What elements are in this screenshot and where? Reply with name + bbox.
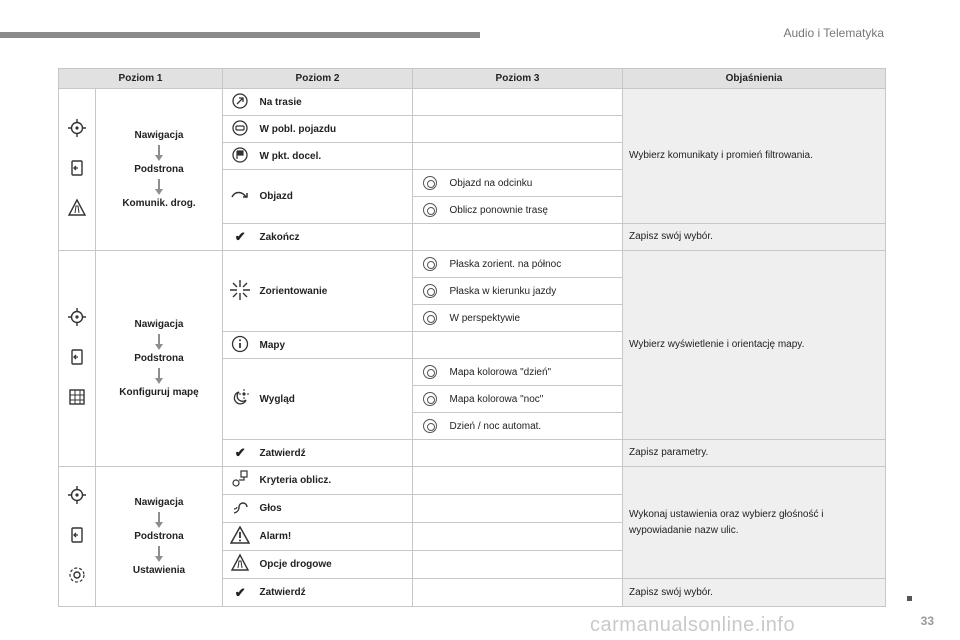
- radio-icon: [423, 203, 437, 217]
- level2-icon-cell: [223, 143, 258, 170]
- nav-label: Podstrona: [134, 530, 184, 542]
- level2-icon-cell: [223, 495, 258, 523]
- arrow-down-icon: [155, 368, 163, 384]
- explanation-main: Wykonaj ustawienia oraz wybierz głośność i wypowiadanie nazw ulic.: [623, 467, 886, 579]
- level1-icons: [59, 89, 96, 251]
- detour-icon: [230, 188, 250, 205]
- level2-label: Wygląd: [258, 359, 413, 440]
- level3-empty: [413, 440, 623, 467]
- level3-empty: [413, 143, 623, 170]
- check-icon: ✔: [234, 229, 246, 244]
- level3-radio-cell: [413, 278, 448, 305]
- header-level3: Poziom 3: [413, 69, 623, 89]
- level2-label: Alarm!: [258, 523, 413, 551]
- level2-icon-cell: [223, 551, 258, 579]
- page-header-title: Audio i Telematyka: [783, 26, 884, 40]
- header-explanations: Objaśnienia: [623, 69, 886, 89]
- road-warning-icon: [67, 198, 87, 221]
- explanation-main: Wybierz wyświetlenie i orientację mapy.: [623, 251, 886, 440]
- radio-icon: [423, 311, 437, 325]
- watermark: carmanualsonline.info: [590, 614, 796, 636]
- level3-empty: [413, 116, 623, 143]
- level3-radio-cell: [413, 197, 448, 224]
- check-icon: ✔: [234, 584, 246, 600]
- level3-empty: [413, 551, 623, 579]
- explanation-main: Wybierz komunikaty i promień filtrowania.: [623, 89, 886, 224]
- level3-label: Dzień / noc automat.: [448, 413, 623, 440]
- radio-icon: [423, 284, 437, 298]
- level3-label: Płaska w kierunku jazdy: [448, 278, 623, 305]
- settings-icon: [67, 565, 87, 588]
- level3-empty: [413, 89, 623, 116]
- top-decor-bar: [0, 32, 480, 38]
- table-row: [59, 251, 886, 278]
- level2-label: Na trasie: [258, 89, 413, 116]
- back-page-icon: [68, 526, 86, 547]
- level2-label: Opcje drogowe: [258, 551, 413, 579]
- navigation-icon: [67, 485, 87, 508]
- nav-label: Nawigacja: [134, 318, 184, 330]
- level2-icon-cell: [223, 332, 258, 359]
- level2-icon-cell: [223, 579, 258, 607]
- level3-radio-cell: [413, 305, 448, 332]
- explanation-last: Zapisz swój wybór.: [623, 224, 886, 251]
- level2-icon-cell: [223, 170, 258, 224]
- header-level1: Poziom 1: [59, 69, 223, 89]
- arrow-down-icon: [155, 179, 163, 195]
- level2-icon-cell: [223, 224, 258, 251]
- level2-icon-cell: [223, 440, 258, 467]
- arrow-down-icon: [155, 546, 163, 562]
- level1-icons: [59, 467, 96, 607]
- table-row: [59, 467, 886, 495]
- destination-icon: [231, 146, 249, 167]
- nav-label: Nawigacja: [134, 129, 184, 141]
- level2-label: Objazd: [258, 170, 413, 224]
- table-header-row: [59, 69, 886, 89]
- page-number: 33: [920, 614, 934, 628]
- back-page-icon: [68, 159, 86, 180]
- level3-empty: [413, 224, 623, 251]
- explanation-last: Zapisz swój wybór.: [623, 579, 886, 607]
- day-night-icon: [230, 388, 250, 411]
- level2-label: Zakończ: [258, 224, 413, 251]
- level3-label: Oblicz ponownie trasę: [448, 197, 623, 224]
- nav-label: Podstrona: [134, 163, 184, 175]
- arrow-down-icon: [155, 145, 163, 161]
- explanation-last: Zapisz parametry.: [623, 440, 886, 467]
- vehicle-surroundings-icon: [231, 119, 249, 140]
- check-icon: ✔: [234, 445, 246, 460]
- decor-square: [907, 596, 912, 601]
- nav-label: Konfiguruj mapę: [119, 386, 199, 398]
- nav-label: Podstrona: [134, 352, 184, 364]
- header-level2: Poziom 2: [223, 69, 413, 89]
- level2-label: Głos: [258, 495, 413, 523]
- level3-radio-cell: [413, 386, 448, 413]
- level2-icon-cell: [223, 251, 258, 332]
- level1-path: [96, 467, 223, 607]
- level2-label: Kryteria oblicz.: [258, 467, 413, 495]
- level3-empty: [413, 332, 623, 359]
- radio-icon: [423, 176, 437, 190]
- voice-icon: [231, 498, 249, 519]
- nav-label: Komunik. drog.: [122, 197, 196, 209]
- level3-radio-cell: [413, 251, 448, 278]
- level2-icon-cell: [223, 467, 258, 495]
- level1-icons: [59, 251, 96, 467]
- radio-icon: [423, 257, 437, 271]
- level3-radio-cell: [413, 359, 448, 386]
- level1-path: [96, 251, 223, 467]
- level2-label: Zatwierdź: [258, 579, 413, 607]
- navigation-icon: [67, 118, 87, 141]
- level3-label: Mapa kolorowa "noc": [448, 386, 623, 413]
- table-row: [59, 89, 886, 116]
- level3-radio-cell: [413, 413, 448, 440]
- level2-icon-cell: [223, 359, 258, 440]
- level3-empty: [413, 467, 623, 495]
- map-config-icon: [67, 387, 87, 410]
- level2-label: W pkt. docel.: [258, 143, 413, 170]
- back-page-icon: [68, 348, 86, 369]
- level1-path: [96, 89, 223, 251]
- alarm-icon: [230, 526, 250, 547]
- menu-table: [58, 68, 886, 607]
- level2-label: Zatwierdź: [258, 440, 413, 467]
- level2-label: Zorientowanie: [258, 251, 413, 332]
- route-criteria-icon: [230, 469, 250, 492]
- level2-icon-cell: [223, 116, 258, 143]
- arrow-down-icon: [155, 512, 163, 528]
- navigation-icon: [67, 307, 87, 330]
- arrow-down-icon: [155, 334, 163, 350]
- level3-empty: [413, 579, 623, 607]
- orientation-icon: [229, 279, 251, 304]
- level3-radio-cell: [413, 170, 448, 197]
- level3-label: Mapa kolorowa "dzień": [448, 359, 623, 386]
- level2-icon-cell: [223, 89, 258, 116]
- radio-icon: [423, 419, 437, 433]
- road-options-icon: [230, 553, 250, 576]
- level3-label: W perspektywie: [448, 305, 623, 332]
- level3-empty: [413, 523, 623, 551]
- level2-label: Mapy: [258, 332, 413, 359]
- radio-icon: [423, 365, 437, 379]
- level3-label: Objazd na odcinku: [448, 170, 623, 197]
- info-icon: [231, 335, 249, 356]
- level3-empty: [413, 495, 623, 523]
- level2-icon-cell: [223, 523, 258, 551]
- nav-label: Nawigacja: [134, 496, 184, 508]
- radio-icon: [423, 392, 437, 406]
- route-icon: [231, 92, 249, 113]
- level3-label: Płaska zorient. na północ: [448, 251, 623, 278]
- level2-label: W pobl. pojazdu: [258, 116, 413, 143]
- nav-label: Ustawienia: [132, 564, 186, 576]
